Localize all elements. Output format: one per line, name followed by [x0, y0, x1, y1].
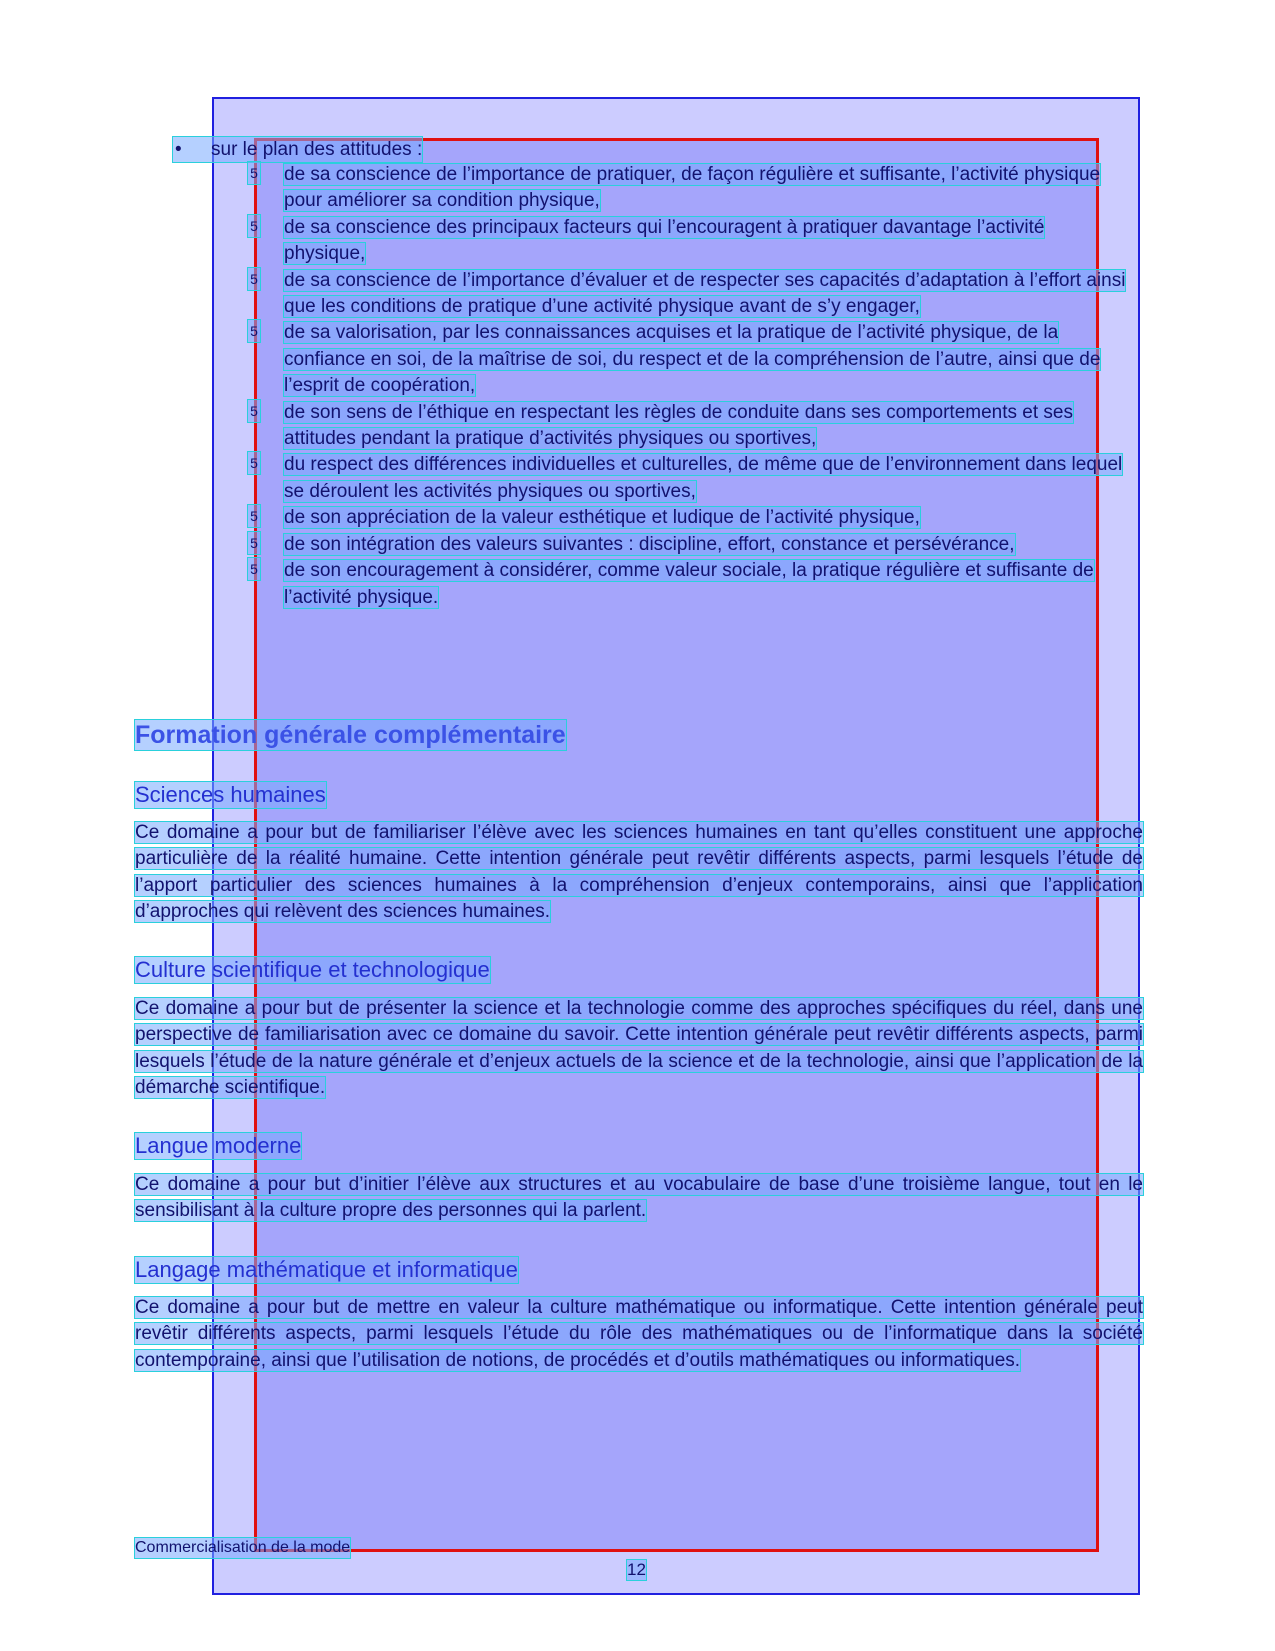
list-item-text: de sa conscience de l’importance de pratiquer, de façon régulière et suffisante, l’activité physique pour améliorer sa condition physique, — [284, 164, 1101, 212]
section-text-culture-scientifique — [135, 996, 1143, 1102]
section-text: Ce domaine a pour but de mettre en valeur la culture mathématique ou informatique. Cette intention générale peut revêtir différents aspects, parmi lesquels l’étude du rôle des mathématiques ou de l’informatique dans la société contemporaine, ainsi que l’utilisation de notions, de procédés et d’outils mathématiques ou informatiques. — [135, 1297, 1143, 1371]
list-item-text: de son appréciation de la valeur esthétique et ludique de l’activité physique, — [284, 507, 920, 529]
section-title-langage-mathematique: Langage mathématique et informatique — [135, 1257, 518, 1282]
list-marker-icon: 5 — [248, 532, 260, 554]
section-title-culture-scientifique: Culture scientifique et technologique — [135, 957, 490, 982]
list-marker-icon: 5 — [248, 268, 260, 290]
list-item-text: de son encouragement à considérer, comme valeur sociale, la pratique régulière et suffisante de l’activité physique. — [284, 560, 1094, 608]
list-item — [248, 558, 1128, 611]
list-marker-icon: 5 — [248, 162, 260, 184]
section-text: Ce domaine a pour but d’initier l’élève aux structures et au vocabulaire de base d’une troisième langue, tout en le sensibilisant à la culture propre des personnes qui la parlent. — [135, 1174, 1143, 1222]
section-title-sciences-humaines: Sciences humaines — [135, 782, 326, 807]
list-item — [248, 505, 1128, 531]
section-text: Ce domaine a pour but de familiariser l’élève avec les sciences humaines en tant qu’elles constituent une approche particulière de la réalité humaine. Cette intention générale peut revêtir différents aspects, parmi lesquels l’étude de l’apport particulier des sciences humaines à la compréhension d’enjeux contemporains, ainsi que l’application d’approches qui relèvent des sciences humaines. — [135, 822, 1143, 923]
main-heading: Formation générale complémentaire — [135, 721, 566, 749]
list-marker-icon: 5 — [248, 505, 260, 527]
list-marker-icon: 5 — [248, 320, 260, 342]
section-title-langue-moderne: Langue moderne — [135, 1133, 302, 1158]
list-marker-icon: 5 — [248, 558, 260, 580]
attitudes-intro — [173, 137, 422, 162]
list-marker-icon: 5 — [248, 215, 260, 237]
list-item — [248, 268, 1128, 321]
list-item-text: de son intégration des valeurs suivantes : discipline, effort, constance et persévérance, — [284, 533, 1015, 555]
attitudes-intro-text: sur le plan des attitudes : — [211, 139, 423, 160]
list-item-text: de sa conscience de l’importance d’évaluer et de respecter ses capacités d’adaptation à l’effort ainsi que les conditions de pratique d’une activité physique avant de s’y engager, — [284, 269, 1126, 318]
page-number: 12 — [627, 1560, 646, 1579]
list-item-text: de son sens de l’éthique en respectant les règles de conduite dans ses comportements et ses attitudes pendant la pratique d’activités physiques ou sportives, — [284, 401, 1073, 450]
section-text-langage-mathematique — [135, 1295, 1143, 1374]
list-item — [248, 400, 1128, 453]
section-text-langue-moderne — [135, 1172, 1143, 1225]
list-marker-icon: 5 — [248, 452, 260, 474]
list-item-text: de sa valorisation, par les connaissances acquises et la pratique de l’activité physique, de la confiance en soi, de la maîtrise de soi, du respect et de la compréhension de l’autre, ainsi que de l’esprit de coopération, — [284, 322, 1101, 397]
list-item — [248, 162, 1128, 215]
list-item — [248, 532, 1128, 558]
list-item-text: de sa conscience des principaux facteurs qui l’encouragent à pratiquer davantage l’activité physique, — [284, 216, 1045, 265]
list-item-text: du respect des différences individuelles et culturelles, de même que de l’environnement dans lequel se déroulent les activités physiques ou sportives, — [284, 454, 1123, 502]
footer-document-title: Commercialisation de la mode — [135, 1539, 351, 1556]
list-marker-icon: 5 — [248, 400, 260, 422]
section-text: Ce domaine a pour but de présenter la science et la technologie comme des approches spécifiques du réel, dans une perspective de familiarisation avec ce domaine du savoir. Cette intention générale peut revêtir différents aspects, parmi lesquels l’étude de la nature générale et d’enjeux actuels de la science et de la technologie, ainsi que l’application de la démarche scientifique. — [135, 998, 1143, 1099]
list-item — [248, 320, 1128, 399]
section-text-sciences-humaines — [135, 820, 1143, 926]
list-item — [248, 215, 1128, 268]
bullet-icon: • — [175, 139, 182, 160]
list-item — [248, 452, 1128, 505]
attitudes-list — [248, 162, 1128, 611]
